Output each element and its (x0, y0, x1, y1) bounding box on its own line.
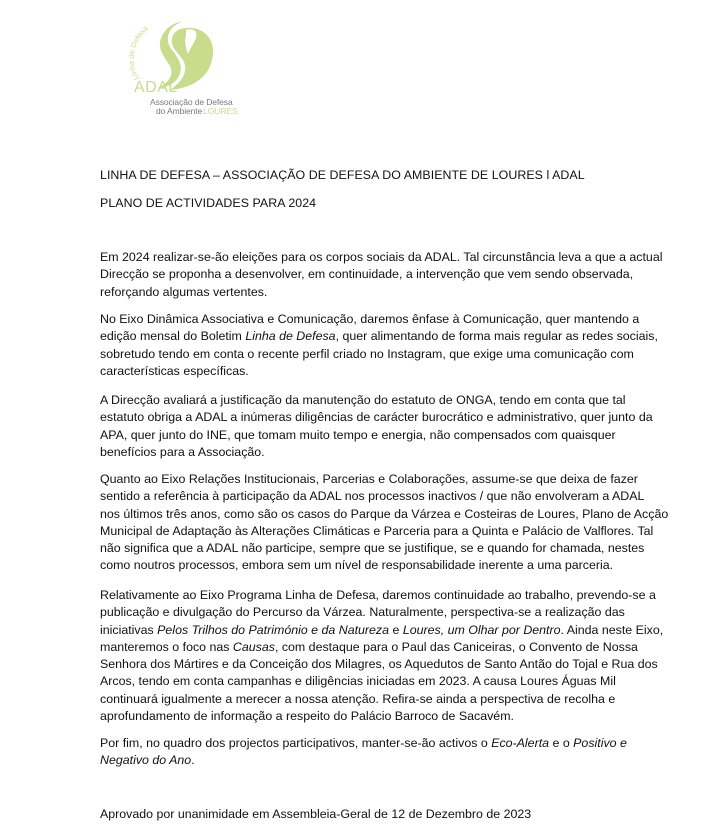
paragraph-line: Direcção se proponha a desenvolver, em continuidade, a intervenção que vem sendo observada, (100, 267, 634, 282)
logo-tagline-ambiente: do Ambiente (156, 106, 203, 116)
logo-tagline-line1: Associação de Defesa (150, 97, 233, 107)
paragraph-line: características específicas. (100, 363, 249, 378)
paragraph-line: sobretudo tendo em conta o recente perfil criado no Instagram, que exige uma comunicação com (100, 346, 634, 361)
paragraph-line: continuará igualmente a merecer a nossa atenção. Refira-se ainda a perspectiva de recolha e (100, 691, 616, 706)
paragraph-line: Relativamente ao Eixo Programa Linha de Defesa, daremos continuidade ao trabalho, prevendo-se a (100, 588, 656, 602)
project-title: Negativo do Ano (100, 753, 192, 768)
paragraph-line: benefícios para a Associação. (100, 444, 265, 459)
text-run: iniciativas (100, 622, 158, 637)
text-run: e (389, 622, 403, 637)
paragraph-line: nos últimos três anos, como são os casos do Parque da Várzea e Costeiras de Loures, Plano de Acção (100, 506, 669, 521)
paragraph-line (100, 328, 658, 345)
paragraph-line: não significa que a ADAL não participe, sempre que se justifique, se e quando for chamada, nestes (100, 541, 645, 556)
paragraph-line: A Direcção avaliará a justificação da manutenção do estatuto de ONGA, tendo em conta que tal (100, 393, 626, 407)
plan-title: PLANO DE ACTIVIDADES PARA 2024 (100, 196, 317, 210)
paragraph-line: No Eixo Dinâmica Associativa e Comunicação, daremos ênfase à Comunicação, quer mantendo a (100, 312, 640, 326)
paragraph-institutional-relations (100, 471, 669, 575)
paragraph-onga-status (100, 392, 653, 461)
paragraph-line: estatuto obriga a ADAL a inúmeras diligências de carácter burocrático e administrativo, quer junto da (100, 410, 653, 425)
paragraph-line: Quanto ao Eixo Relações Institucionais, Parcerias e Colaborações, assume-se que deixa de fazer (100, 472, 638, 486)
logo-arc-text: Linha de Defesa (126, 23, 150, 82)
paragraph-elections (100, 249, 663, 301)
text-run: . (191, 753, 195, 768)
text-run: manteremos o foco nas (100, 639, 233, 654)
paragraph-line: aprofundamento de informação a respeito do Palácio Barroco de Sacavém. (100, 709, 514, 724)
organization-heading: LINHA DE DEFESA – ASSOCIAÇÃO DE DEFESA DO AMBIENTE DE LOURES l ADAL (100, 168, 585, 182)
paragraph-participatory-projects (100, 735, 627, 770)
paragraph-line: como noutros processos, embora sem um nível de responsabilidade inerente a uma parceria. (100, 558, 614, 573)
text-run: edição mensal do Boletim (100, 329, 246, 344)
text-run: , com destaque para o Paul das Caniceiras, o Convento de Nossa (274, 639, 638, 654)
text-run: e o (549, 736, 574, 750)
paragraph-line: reforçando algumas vertentes. (100, 284, 268, 299)
text-run: Por fim, no quadro dos projectos participativos, manter-se-ão activos o (100, 736, 492, 750)
paragraph-line (100, 622, 664, 639)
paragraph-line: Arcos, tendo em conta campanhas e diligências iniciadas em 2023. A causa Loures Águas Mil (100, 674, 616, 689)
paragraph-line: Em 2024 realizar-se-ão eleições para os corpos sociais da ADAL. Tal circunstância leva a que a actual (100, 250, 663, 264)
paragraph-line (100, 639, 638, 656)
logo-tagline-line2 (156, 106, 238, 116)
project-title: Positivo e (573, 736, 627, 750)
paragraph-line: Senhora dos Mártires e da Conceição dos Milagres, os Aquedutos de Santo Antão do Tojal e Rua dos (100, 657, 658, 672)
paragraph-line: Municipal de Adaptação às Alterações Climáticas e Parceria para a Quinta e Palácio de Valflores. Tal (100, 523, 654, 538)
initiative-title: Pelos Trilhos do Património e da Natureza (157, 622, 390, 637)
logo-tagline-loures: LOURES (203, 106, 238, 116)
logo-acronym: ADAL (134, 79, 178, 96)
initiative-title: Loures, um Olhar por Dentro (402, 622, 561, 637)
paragraph-line (100, 752, 620, 769)
paragraph-communication (100, 311, 658, 380)
project-title: Eco-Alerta (491, 736, 550, 750)
causes-term: Causas (232, 639, 275, 654)
paragraph-line: sentido a referência à participação da ADAL nos processos inactivos / que não envolveram a ADAL (100, 489, 645, 504)
bulletin-title: Linha de Defesa (245, 329, 336, 344)
adal-logo (100, 8, 270, 123)
paragraph-program (100, 587, 664, 725)
text-run: , quer alimentando de forma mais regular as redes sociais, (335, 329, 658, 344)
paragraph-line: APA, quer junto do INE, que tomam muito tempo e energia, não compensados com quaisquer (100, 427, 616, 442)
paragraph-line: publicação e divulgação do Percurso da Várzea. Naturalmente, perspectiva-se a realização das (100, 605, 625, 620)
paragraph-line (100, 735, 627, 752)
approval-statement: Aprovado por unanimidade em Assembleia-Geral de 12 de Dezembro de 2023 (100, 807, 532, 821)
text-run: . Ainda neste Eixo, (560, 622, 664, 637)
